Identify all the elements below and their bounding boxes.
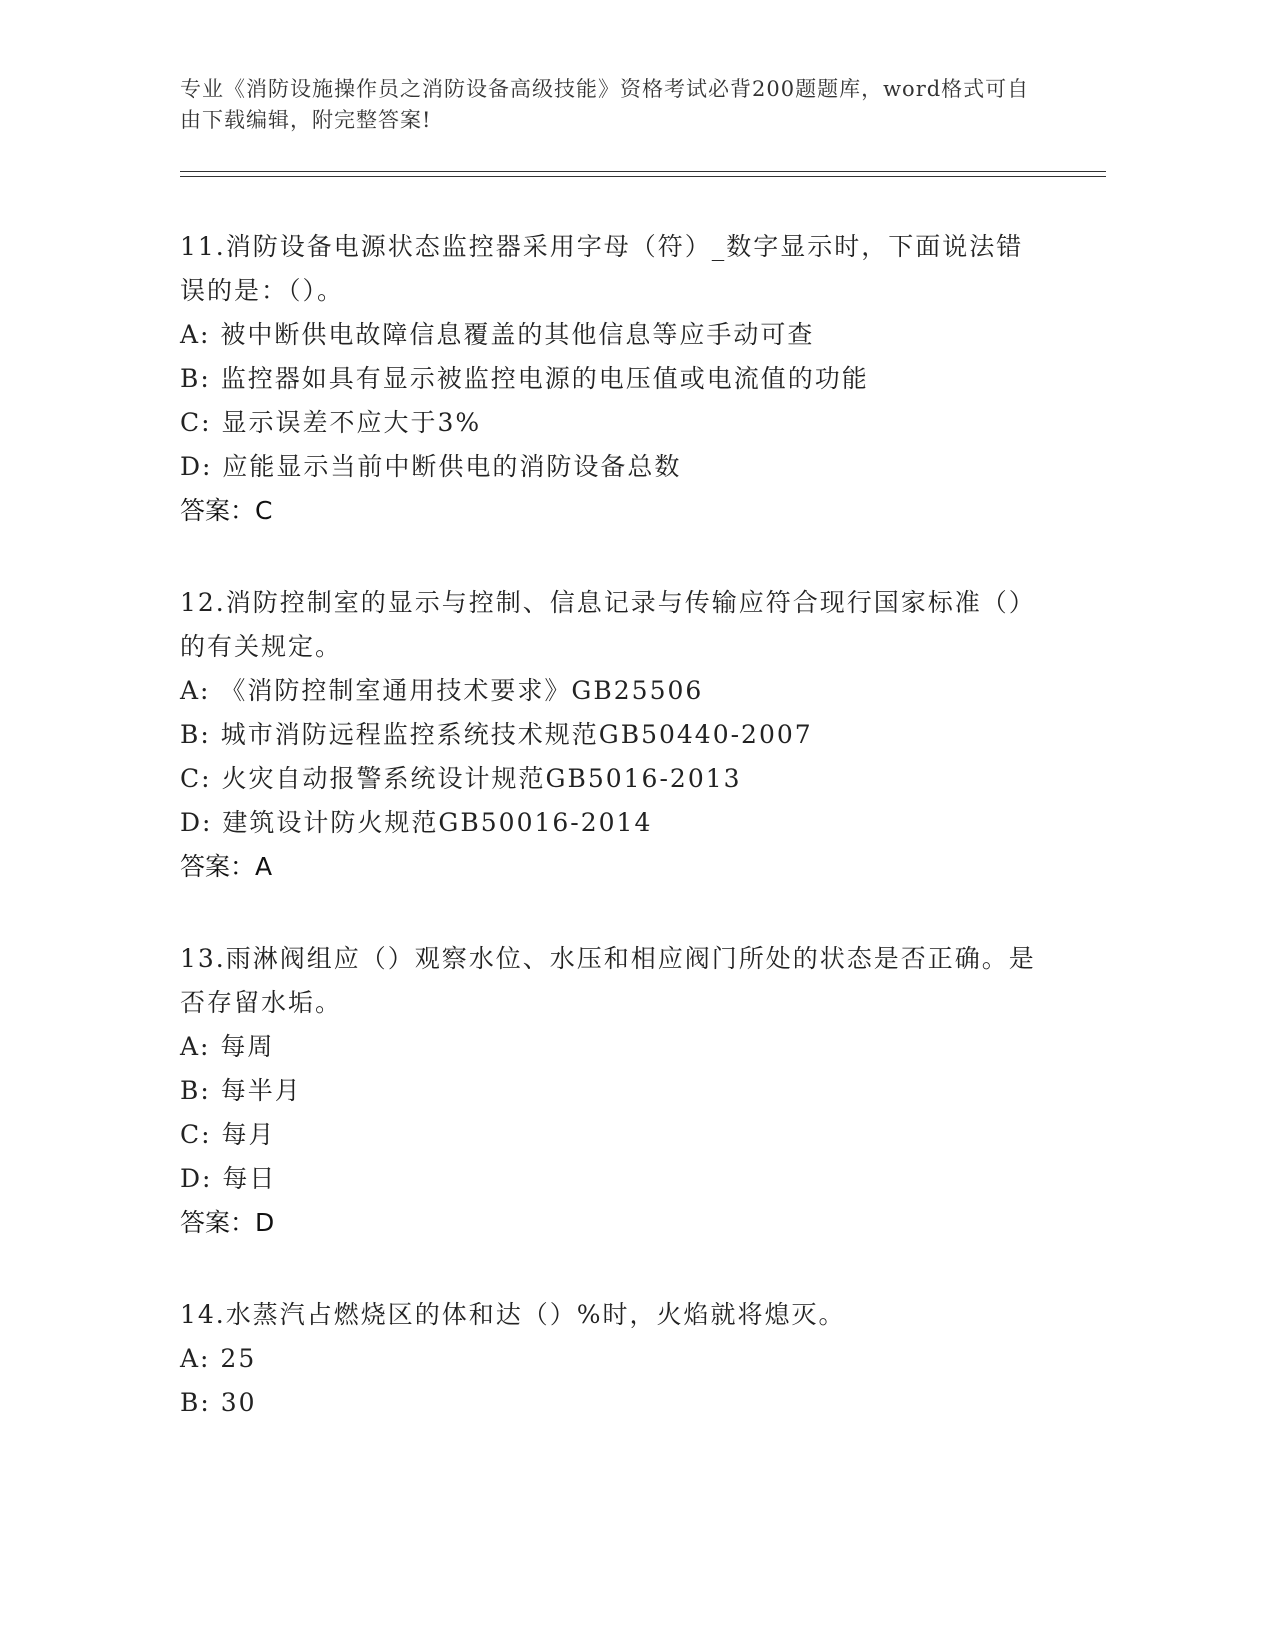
header-rule-top bbox=[180, 171, 1106, 172]
option-b: B: 监控器如具有显示被监控电源的电压值或电流值的功能 bbox=[180, 364, 869, 393]
option-a: A: 《消防控制室通用技术要求》GB25506 bbox=[180, 676, 704, 705]
answer: 答案：D bbox=[180, 1208, 275, 1237]
question-13 bbox=[180, 937, 1040, 1245]
answer: 答案：C bbox=[180, 496, 273, 525]
question-stem: 13.雨淋阀组应（）观察水位、水压和相应阀门所处的状态是否正确。是否存留水垢。 bbox=[180, 944, 1036, 1017]
option-c: C: 每月 bbox=[180, 1120, 276, 1149]
question-list bbox=[180, 225, 1040, 1473]
option-d: D: 每日 bbox=[180, 1164, 277, 1193]
option-d: D: 应能显示当前中断供电的消防设备总数 bbox=[180, 452, 682, 481]
option-b: B: 城市消防远程监控系统技术规范GB50440-2007 bbox=[180, 720, 813, 749]
question-stem: 12.消防控制室的显示与控制、信息记录与传输应符合现行国家标准（）的有关规定。 bbox=[180, 588, 1036, 661]
document-header: 专业《消防设施操作员之消防设备高级技能》资格考试必背200题题库，word格式可自由下载编辑，附完整答案! bbox=[180, 77, 1030, 132]
header-rule-bottom bbox=[180, 176, 1106, 177]
option-b: B: 30 bbox=[180, 1388, 257, 1417]
option-a: A: 每周 bbox=[180, 1032, 275, 1061]
question-11 bbox=[180, 225, 1040, 533]
question-stem: 11.消防设备电源状态监控器采用字母（符）_数字显示时，下面说法错误的是：（）。 bbox=[180, 232, 1024, 305]
question-14 bbox=[180, 1293, 1040, 1425]
option-a: A: 25 bbox=[180, 1344, 257, 1373]
option-a: A: 被中断供电故障信息覆盖的其他信息等应手动可查 bbox=[180, 320, 815, 349]
option-b: B: 每半月 bbox=[180, 1076, 302, 1105]
option-c: C: 显示误差不应大于3% bbox=[180, 408, 482, 437]
question-stem: 14.水蒸汽占燃烧区的体和达（）%时，火焰就将熄灭。 bbox=[180, 1300, 846, 1329]
option-c: C: 火灾自动报警系统设计规范GB5016-2013 bbox=[180, 764, 742, 793]
answer: 答案：A bbox=[180, 852, 273, 881]
question-12 bbox=[180, 581, 1040, 889]
option-d: D: 建筑设计防火规范GB50016-2014 bbox=[180, 808, 653, 837]
